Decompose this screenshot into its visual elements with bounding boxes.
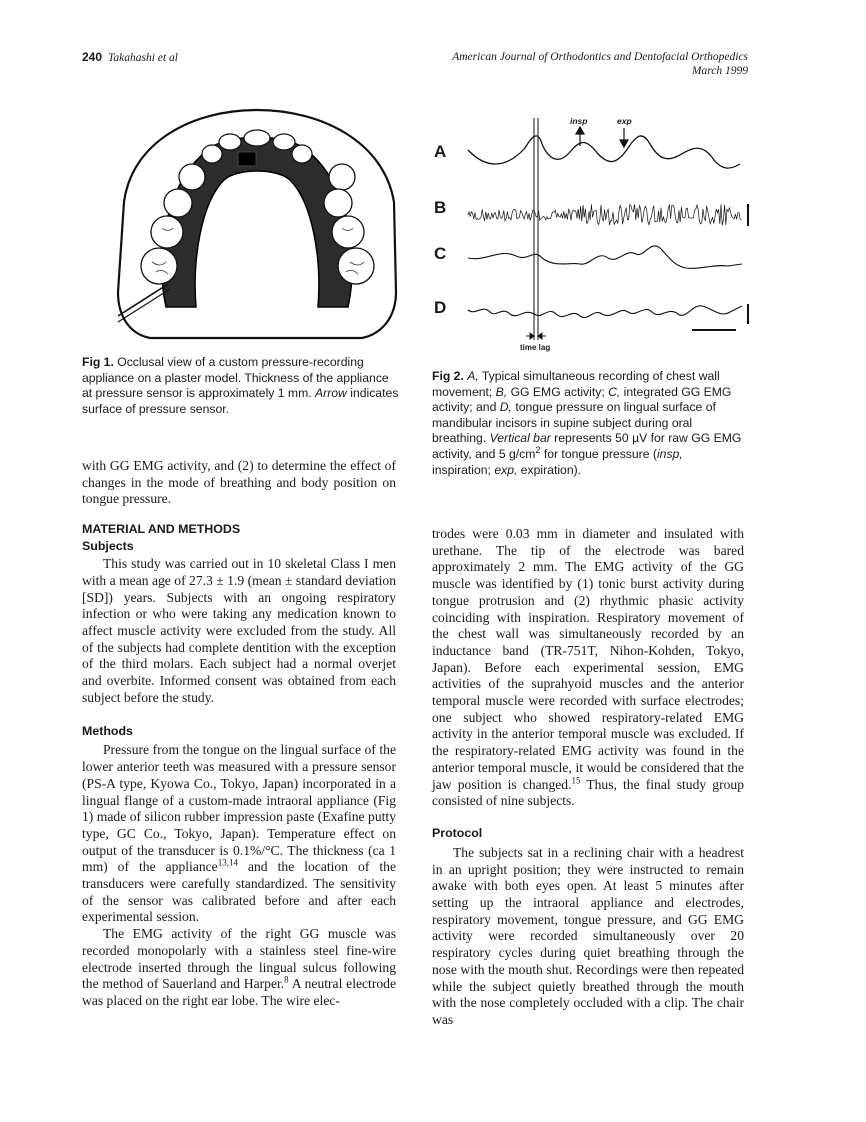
running-header-right bbox=[452, 50, 748, 78]
running-header-left bbox=[82, 50, 178, 65]
left-column bbox=[82, 458, 396, 1010]
occlusal-drawing bbox=[112, 102, 402, 342]
intro-continued: with GG EMG activity, and (2) to determine the effect of changes in the mode of breathing and body position on tongue pressure. bbox=[82, 458, 396, 507]
electrode-paragraph: trodes were 0.03 mm in diameter and insulated with urethane. The tip of the electrode was bared approximately 2 mm. The EMG activity of the GG muscle was identified by (1) tonic burst activity during tongue protrusion and (2) rhythmic phasic activity coinciding with inspiration. Respiratory movement of the chest wall was simultaneously recorded by an inductance band (TR-751T, Nihon-Kohden, Tokyo, Japan). Before each experimental session, EMG activities of the suprahyoid muscles and the anterior temporal muscle were recorded with surface electrodes; one subject who showed respiratory-related EMG activity in the anterior temporal muscle was excluded. If the respiratory-related EMG activity was found in the anterior temporal muscle, it would be considered that the jaw position is changed.$^{15}$ Thus, the final study group consisted of nine subjects. bbox=[432, 526, 744, 809]
subjects-paragraph: This study was carried out in 10 skeletal Class I men with a mean age of 27.3 ± 1.9 (mean ± standard deviation [SD]) years. Subjects with an ongoing respiratory infection or who were taking any medication known to affect muscle activity were excluded from the study. All of the subjects had complete dentition with the exception of the third molars. Each subject had a normal overjet and overbite. Informed consent was obtained from each subject before the study. bbox=[82, 556, 396, 705]
exp-arrow-icon bbox=[620, 128, 628, 147]
exp-annotation: exp bbox=[617, 116, 632, 126]
figure-1-image bbox=[112, 102, 402, 342]
issue-date: March 1999 bbox=[691, 65, 748, 77]
trace-label-c: C bbox=[434, 244, 447, 263]
section-heading-materials: MATERIAL AND METHODS bbox=[82, 522, 241, 537]
subheading-methods: Methods bbox=[82, 724, 133, 739]
trace-label-b: B bbox=[434, 198, 447, 217]
figure-1-caption: Fig 1. Occlusal view of a custom pressure-recording appliance on a plaster model. Thickness of the appliance at pressure sensor is approximately 1 mm. Arrow indicates surface of pressure sensor. bbox=[82, 355, 399, 416]
time-lag-annotation: time lag bbox=[520, 343, 551, 352]
raw-emg-path bbox=[468, 204, 741, 225]
raw-emg-trace bbox=[468, 204, 741, 225]
emg-traces bbox=[430, 108, 760, 358]
fig2-label: Fig 2. bbox=[432, 369, 464, 383]
subheading-subjects: Subjects bbox=[82, 539, 134, 554]
figure-2-caption: Fig 2. A, Typical simultaneous recording of chest wall movement; B, GG EMG activity; C, integrated GG EMG activity; and D, tongue pressure on lingual surface of mandibular incisors in supine subject during oral breathing. Vertical bar represents 50 µV for raw GG EMG activity, and 5 $g/cm^2$ for tongue pressure (insp, inspiration; exp, expiration). bbox=[432, 369, 742, 477]
right-column bbox=[432, 526, 744, 1029]
trace-label-a: A bbox=[434, 142, 447, 161]
methods-paragraph-1: Pressure from the tongue on the lingual surface of the lower anterior teeth was measured with a pressure sensor (PS-A type, Kyowa Co., Tokyo, Japan) incorporated in a lingual flange of a custom-made intraoral appliance (Fig 1) made of silicon rubber impression paste (Exafine putty type, GC Co., Tokyo, Japan). Temperature effect on output of the transducer is 0.1%/°C. The thickness (ca 1 mm) of the appliance$^{13,14}$ and the location of the transducers were carefully standardized. The sensitivity of the sensor was calibrated before and after each experimental session. bbox=[82, 742, 396, 925]
subheading-protocol: Protocol bbox=[432, 825, 483, 840]
figure-2-image bbox=[430, 108, 760, 358]
insp-annotation: insp bbox=[570, 116, 588, 126]
running-authors: Takahashi et al bbox=[108, 52, 178, 64]
fig1-label: Fig 1. bbox=[82, 355, 114, 369]
trace-label-d: D bbox=[434, 298, 447, 317]
journal-title: American Journal of Orthodontics and Dentofacial Orthopedics bbox=[452, 51, 748, 63]
methods-paragraph-2: The EMG activity of the right GG muscle was recorded monopolarly with a stainless steel fine-wire electrode inserted through the lingual sulcus following the method of Sauerland and Harper.$^8$ A neutral electrode was placed on the right ear lobe. The wire elec- bbox=[82, 926, 396, 1008]
page-number: 240 bbox=[82, 50, 103, 64]
protocol-paragraph: The subjects sat in a reclining chair with a headrest in an upright position; they were instructed to remain awake with both eyes open. At least 5 minutes after setting up the intraoral appliance and electrodes, respiratory movement, tongue pressure, and GG EMG activity were recorded simultaneously over 20 respiratory cycles during quiet breathing through the nose with the mouth shut. Recordings were then repeated while the subject quietly breathed through the mouth with the nose completely occluded with a clip. The chair was bbox=[432, 844, 744, 1027]
